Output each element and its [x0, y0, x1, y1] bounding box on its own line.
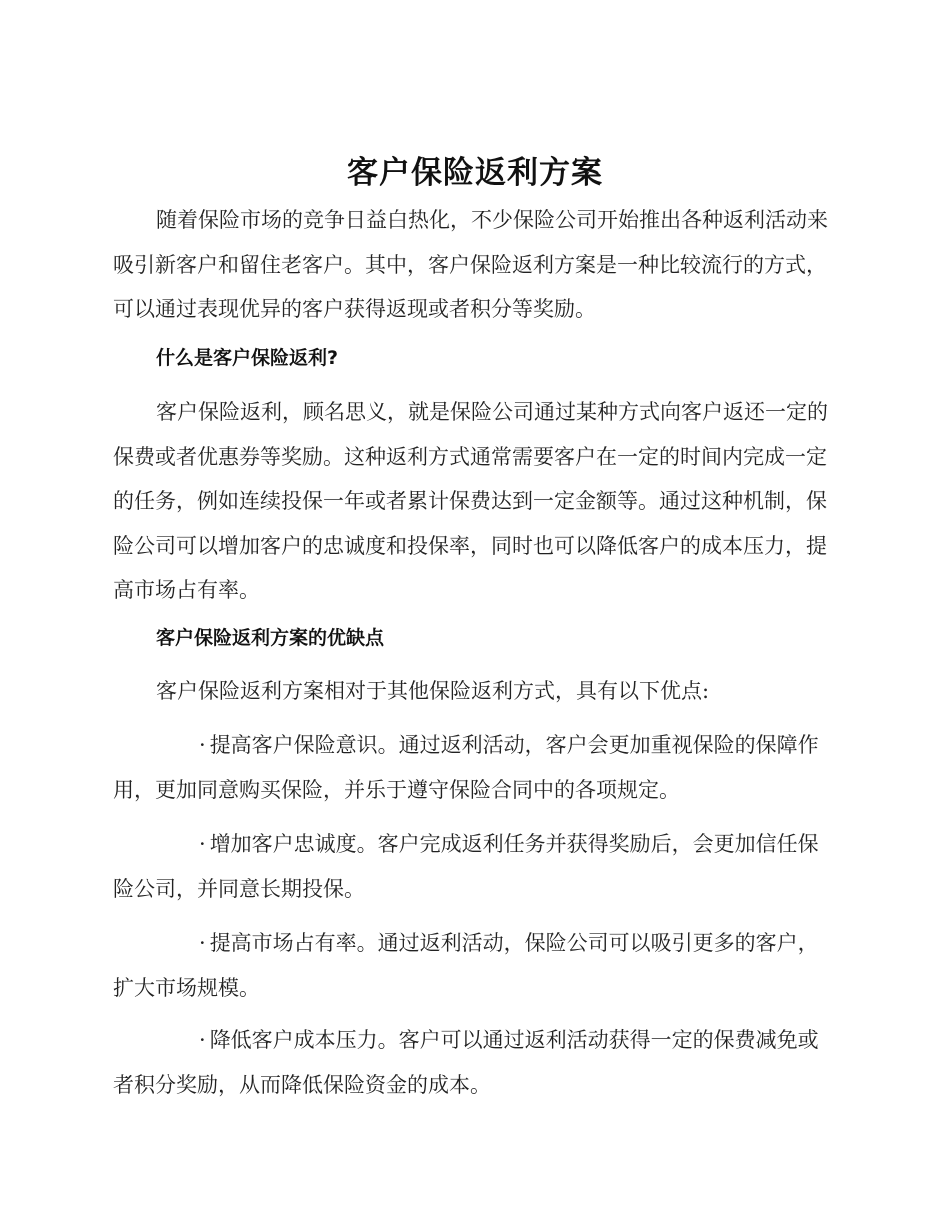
section-pros-cons-intro: 客户保险返利方案相对于其他保险返利方式，具有以下优点: [156, 679, 710, 703]
bullet-text-3: 提高市场占有率。通过返利活动，保险公司可以吸引更多的客户，扩大市场规模。 [113, 931, 819, 1000]
bullet-item-2 [113, 822, 838, 911]
bullet-text-1: 提高客户保险意识。通过返利活动，客户会更加重视保险的保障作用，更加同意购买保险，并乐于遵守保险合同中的各项规定。 [113, 733, 819, 802]
bullet-dot-icon: · [199, 832, 206, 856]
bullet-dot-icon: · [199, 733, 206, 757]
bullet-item-4 [113, 1018, 838, 1107]
section-heading-what-is: 什么是客户保险返利? [156, 347, 339, 369]
bullet-text-4: 降低客户成本压力。客户可以通过返利活动获得一定的保费减免或者积分奖励，从而降低保险资金的成本。 [113, 1028, 819, 1097]
section-what-is-paragraph: 客户保险返利，顾名思义，就是保险公司通过某种方式向客户返还一定的保费或者优惠券等奖励。这种返利方式通常需要客户在一定的时间内完成一定的任务，例如连续投保一年或者累计保费达到一定金额等。通过这种机制，保险公司可以增加客户的忠诚度和投保率，同时也可以降低客户的成本压力，提高市场占有率。 [113, 400, 828, 602]
intro-paragraph: 随着保险市场的竞争日益白热化，不少保险公司开始推出各种返利活动来吸引新客户和留住老客户。其中，客户保险返利方案是一种比较流行的方式，可以通过表现优异的客户获得返现或者积分等奖励。 [113, 208, 828, 321]
bullet-item-3 [113, 921, 838, 1010]
bullet-item-1 [113, 723, 838, 812]
bullet-text-2: 增加客户忠诚度。客户完成返利任务并获得奖励后，会更加信任保险公司，并同意长期投保。 [113, 832, 819, 901]
bullet-dot-icon: · [199, 931, 206, 955]
section-heading-pros-cons: 客户保险返利方案的优缺点 [156, 627, 385, 649]
bullet-dot-icon: · [199, 1028, 206, 1052]
document-title: 客户保险返利方案 [347, 155, 603, 191]
